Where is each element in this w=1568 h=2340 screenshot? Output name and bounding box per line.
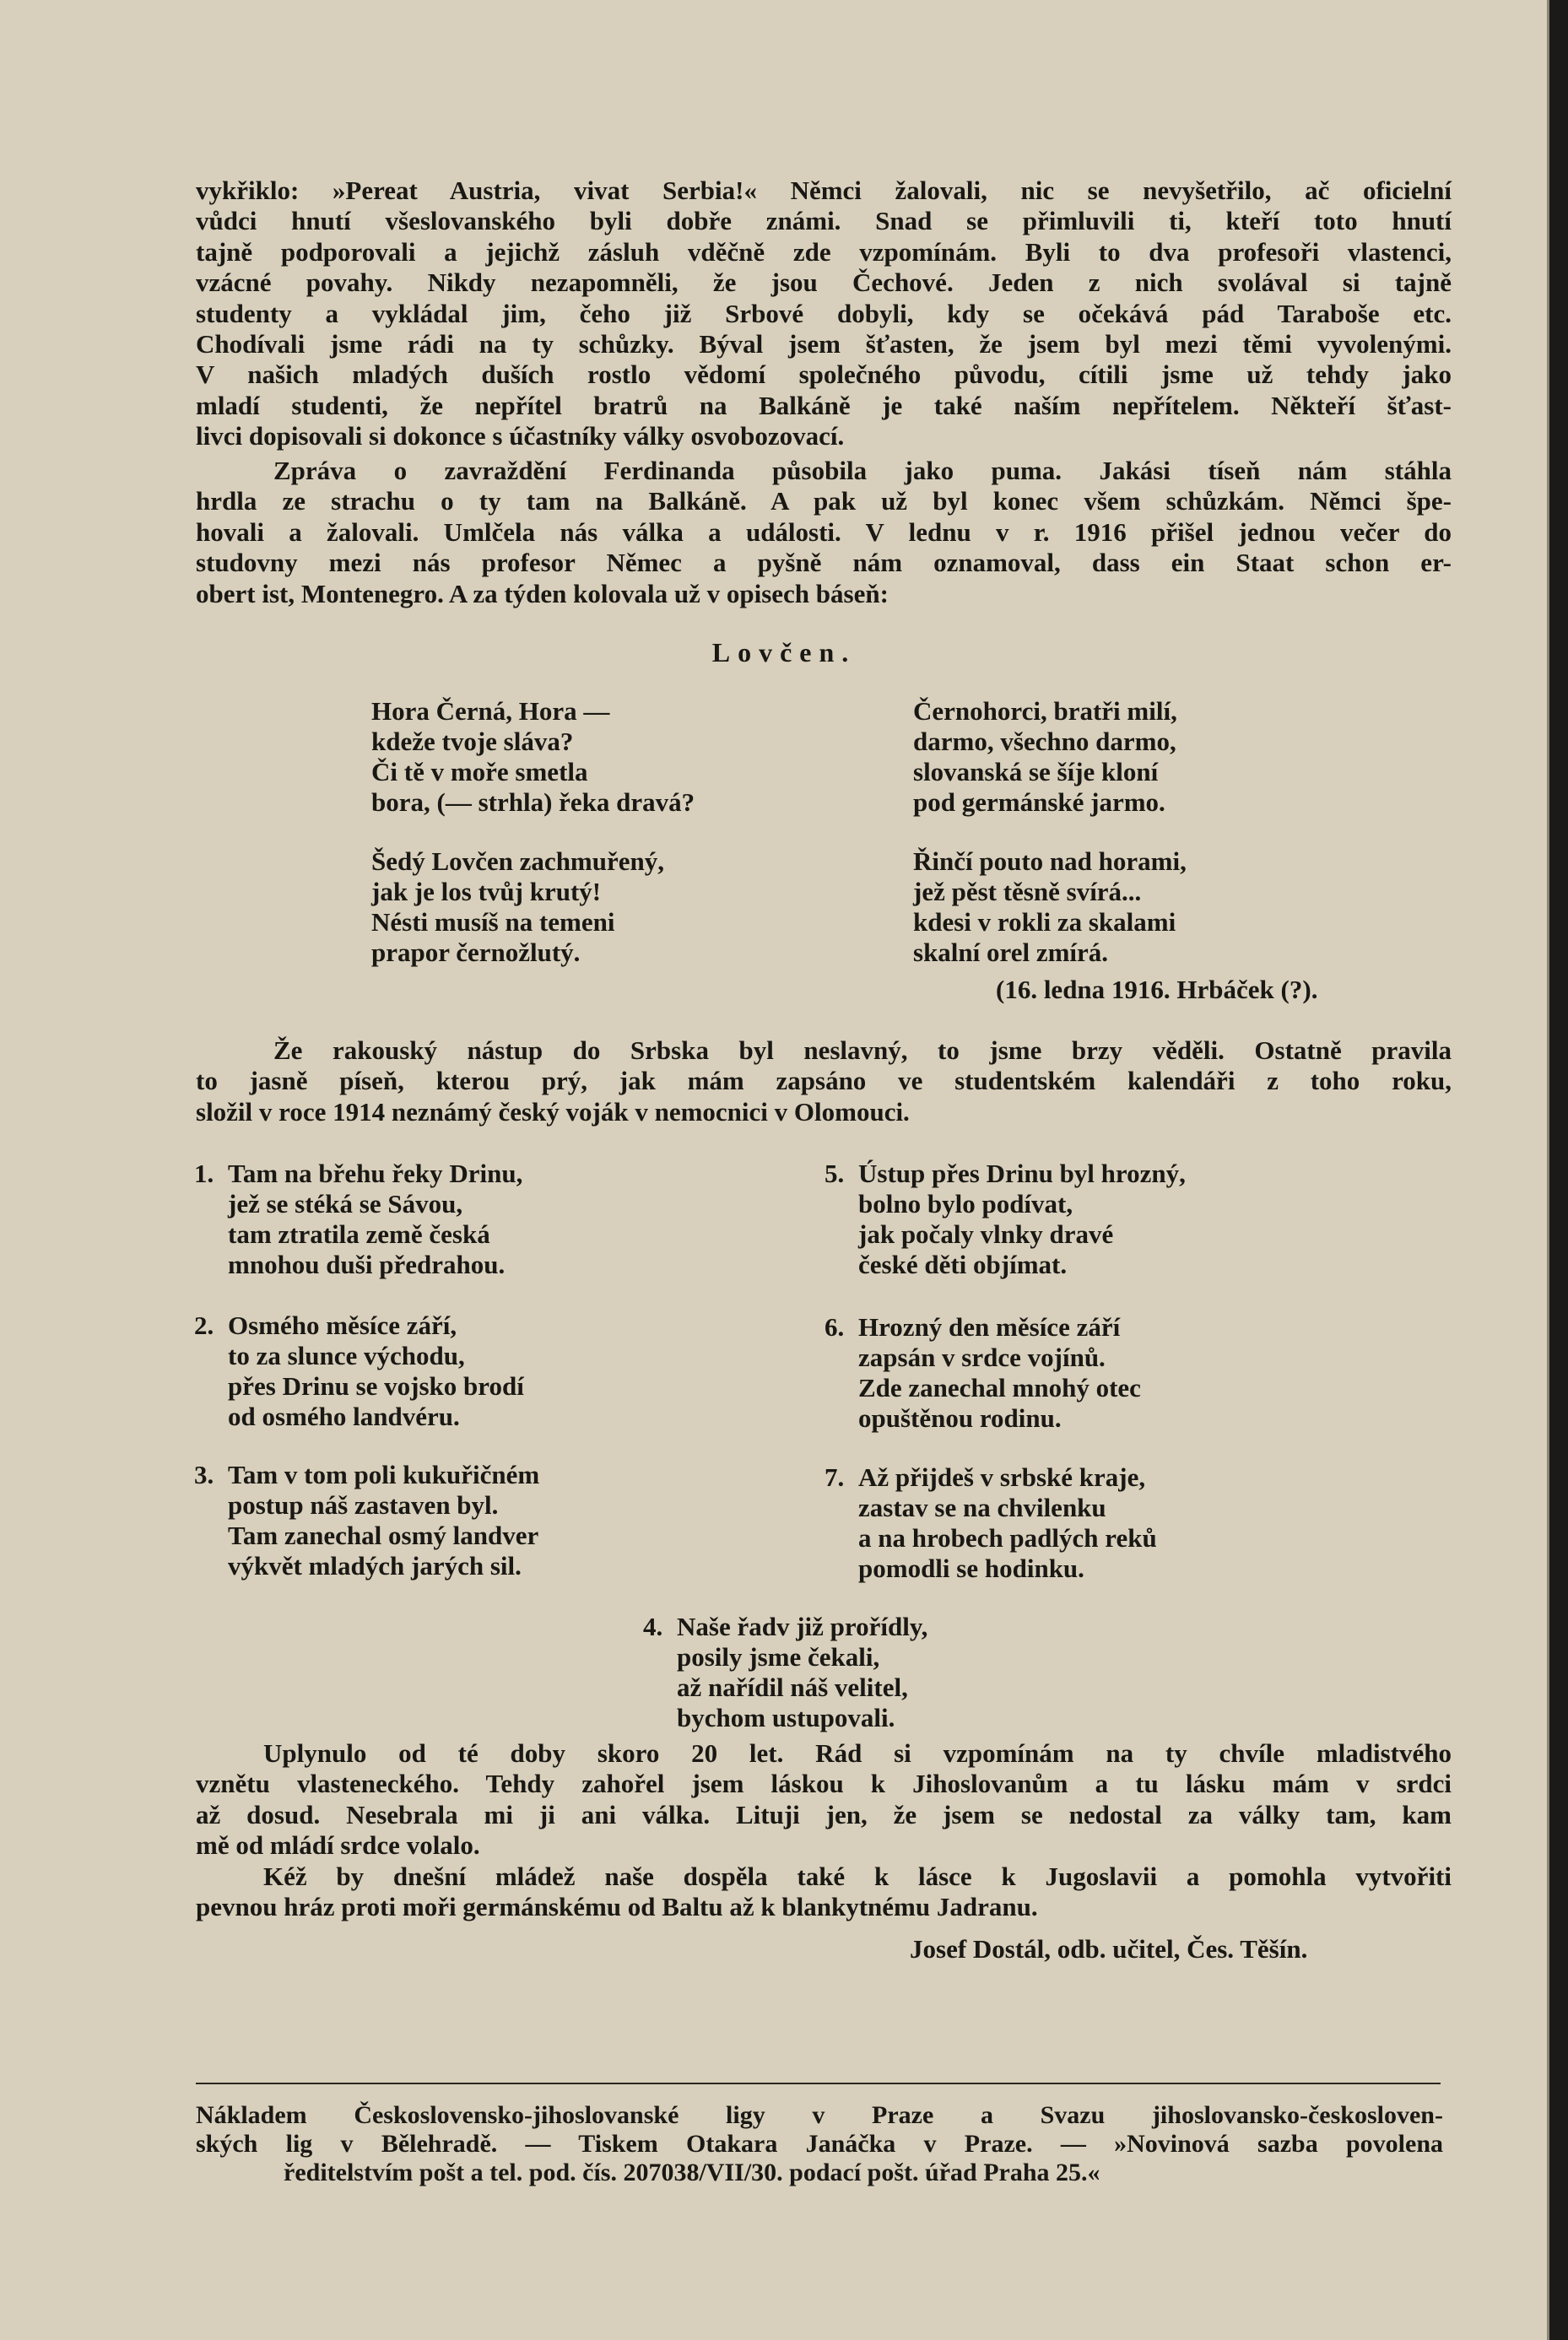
- song-verse: [194, 1159, 523, 1280]
- poem-line: kdesi v rokli za skalami: [913, 907, 1176, 937]
- poem-line: skalní orel zmírá.: [913, 938, 1109, 967]
- song-verse: [194, 1311, 524, 1432]
- verse-line: Naše řadv již prořídly,: [677, 1612, 928, 1641]
- wish-line: Kéž by dnešní mládež naše dospěla také k lásce k Jugoslavii a pomohla vytvořiti: [263, 1862, 1452, 1891]
- third-line: Že rakouský nástup do Srbska byl neslavný, to jsme brzy věděli. Ostatně pravila: [273, 1035, 1452, 1065]
- poem-line: pod germánské jarmo.: [913, 787, 1165, 817]
- verse-line: posily jsme čekali,: [677, 1642, 880, 1672]
- wish-paragraph: [196, 1862, 1452, 1923]
- verse-line: opuštěnou rodinu.: [858, 1403, 1062, 1433]
- poem-stanza: [913, 696, 1177, 818]
- scan-edge-strip: [1549, 0, 1568, 2340]
- second-line: hrdla ze strachu o ty tam na Balkáně. A pak už byl konec všem schůzkám. Němci špe-: [196, 486, 1452, 516]
- poem-line: Nésti musíš na temeni: [371, 907, 615, 937]
- closing-paragraph: [196, 1738, 1452, 1862]
- footer-line: ředitelstvím pošt a tel. pod. čís. 207038/VII/30. podací pošt. úřad Praha 25.«: [284, 2159, 1100, 2186]
- verse-number: 1.: [194, 1159, 214, 1188]
- verse-line: jež se stéká se Sávou,: [228, 1189, 463, 1219]
- poem-line: prapor černožlutý.: [371, 938, 581, 967]
- verse-line: Hrozný den měsíce září: [858, 1312, 1121, 1342]
- poem-date: (16. ledna 1916. Hrbáček (?).: [996, 975, 1318, 1004]
- song-verse: [825, 1159, 1186, 1280]
- poem-line: bora, (— strhla) řeka dravá?: [371, 787, 695, 817]
- verse-line: až nařídil náš velitel,: [677, 1673, 908, 1702]
- verse-line: Zde zanechal mnohý otec: [858, 1373, 1141, 1402]
- verse-line: zastav se na chvilenku: [858, 1493, 1106, 1522]
- verse-line: od osmého landvéru.: [228, 1402, 460, 1431]
- intro-line: vykřiklo: »Pereat Austria, vivat Serbia!« Němci žalovali, nic se nevyšetřilo, ač oficielní: [196, 176, 1452, 205]
- wish-line: pevnou hráz proti moři germánskému od Baltu až k blankytnému Jadranu.: [196, 1892, 1038, 1922]
- song-verse: [825, 1462, 1157, 1584]
- poem-line: kdeže tvoje sláva?: [371, 727, 574, 756]
- verse-line: bolno bylo podívat,: [858, 1189, 1073, 1219]
- poem-line: jež pěst těsně svírá...: [913, 877, 1142, 906]
- imprint-footer: [196, 2101, 1443, 2187]
- poem-title: Lovčen.: [711, 637, 857, 667]
- verse-line: české děti objímat.: [858, 1250, 1068, 1279]
- poem-line: Či tě v moře smetla: [371, 757, 588, 786]
- second-line: hovali a žalovali. Umlčela nás válka a události. V lednu v r. 1916 přišel jednou večer do: [196, 516, 1452, 547]
- verse-line: Tam zanechal osmý landver: [228, 1521, 539, 1550]
- intro-line: mladí studenti, že nepřítel bratrů na Balkáně je také naším nepřítelem. Někteří šťast-: [196, 390, 1452, 420]
- verse-number: 6.: [825, 1312, 845, 1342]
- verse-line: Až přijdeš v srbské kraje,: [858, 1462, 1146, 1492]
- second-line: Zpráva o zavraždění Ferdinanda působila jako puma. Jakási tíseň nám stáhla: [273, 456, 1452, 485]
- verse-line: to za slunce východu,: [228, 1341, 465, 1370]
- verse-line: a na hrobech padlých reků: [858, 1523, 1157, 1553]
- second-line: obert ist, Montenegro. A za týden kolovala už v opisech báseň:: [196, 578, 889, 608]
- poem-stanza: [371, 846, 664, 968]
- closing-line: Uplynulo od té doby skoro 20 let. Rád si vzpomínám na ty chvíle mladistvého: [263, 1738, 1452, 1768]
- intro-line: V našich mladých duších rostlo vědomí společného původu, cítili jsme už tehdy jako: [196, 359, 1452, 390]
- poem-line: jak je los tvůj krutý!: [371, 877, 602, 906]
- poem-line: slovanská se šíje kloní: [913, 757, 1159, 786]
- third-line: to jasně píseň, kterou prý, jak mám zapsáno ve studentském kalendáři z toho roku,: [196, 1066, 1452, 1096]
- verse-line: pomodli se hodinku.: [858, 1554, 1084, 1583]
- verse-line: zapsán v srdce vojínů.: [858, 1343, 1106, 1372]
- verse-line: Tam na břehu řeky Drinu,: [228, 1159, 523, 1188]
- verse-line: Ústup přes Drinu byl hrozný,: [858, 1159, 1186, 1188]
- footer-line: ských lig v Bělehradě. — Tiskem Otakara Janáčka v Praze. — »Novinová sazba povolena: [196, 2130, 1443, 2158]
- verse-number: 7.: [825, 1462, 845, 1492]
- poem-line: darmo, všechno darmo,: [913, 727, 1176, 756]
- poem-line: Řinčí pouto nad horami,: [913, 846, 1187, 876]
- verse-number: 5.: [825, 1159, 845, 1188]
- second-line: studovny mezi nás profesor Němec a pyšně nám oznamoval, dass ein Staat schon er-: [196, 548, 1452, 578]
- verse-line: Osmého měsíce září,: [228, 1311, 457, 1340]
- verse-line: tam ztratila země česká: [228, 1219, 490, 1249]
- closing-line: mě od mládí srdce volalo.: [196, 1830, 480, 1861]
- intro-line: Chodívali jsme rádi na ty schůzky. Býval jsem šťasten, že jsem byl mezi těmi vyvolenými.: [196, 329, 1452, 359]
- poem-line: Šedý Lovčen zachmuřený,: [371, 846, 665, 876]
- poem-stanza: [371, 696, 695, 818]
- footer-divider: [196, 2083, 1441, 2084]
- intro-line: livci dopisovali si dokonce s účastníky války osvobozovací.: [196, 421, 845, 451]
- third-line: složil v roce 1914 neznámý český voják v nemocnici v Olomouci.: [196, 1096, 910, 1127]
- second-paragraph: [196, 456, 1452, 609]
- verse-line: Tam v tom poli kukuřičném: [228, 1460, 540, 1489]
- song-verse: [825, 1312, 1141, 1434]
- verse-line: bychom ustupovali.: [677, 1703, 895, 1732]
- verse-number: 3.: [194, 1460, 214, 1489]
- intro-line: vzácné povahy. Nikdy nezapomněli, že jsou Čechové. Jeden z nich svolával si tajně: [196, 268, 1452, 298]
- verse-line: postup náš zastaven byl.: [228, 1490, 499, 1520]
- closing-line: až dosud. Nesebrala mi ji ani válka. Lituji jen, že jsem se nedostal za války tam, kam: [196, 1799, 1452, 1829]
- closing-line: vznětu vlasteneckého. Tehdy zahořel jsem láskou k Jihoslovanům a tu lásku mám v srdci: [196, 1769, 1452, 1799]
- footer-line: Nákladem Československo-jihoslovanské ligy v Praze a Svazu jihoslovansko-českosloven-: [196, 2101, 1443, 2129]
- song-verse: [643, 1612, 928, 1733]
- verse-line: jak počaly vlnky dravé: [858, 1219, 1114, 1249]
- verse-line: výkvět mladých jarých sil.: [228, 1551, 522, 1581]
- intro-line: studenty a vykládal jim, čeho již Srbové dobyli, kdy se očekává pád Taraboše etc.: [196, 298, 1452, 328]
- song-verse: [194, 1460, 540, 1581]
- intro-line: vůdci hnutí všeslovanského byli dobře známi. Snad se přimluvili ti, kteří toto hnutí: [196, 206, 1452, 236]
- poem-line: Hora Černá, Hora —: [371, 696, 610, 726]
- intro-paragraph: [196, 176, 1452, 452]
- verse-number: 4.: [643, 1612, 663, 1641]
- poem-line: Černohorci, bratři milí,: [913, 696, 1177, 726]
- poem-stanza: [913, 846, 1187, 968]
- verse-number: 2.: [194, 1311, 214, 1340]
- verse-line: přes Drinu se vojsko brodí: [228, 1371, 524, 1401]
- third-paragraph: [196, 1035, 1452, 1127]
- verse-line: mnohou duši předrahou.: [228, 1250, 506, 1279]
- intro-line: tajně podporovali a jejichž zásluh vděčně zde vzpomínám. Byli to dva profesoři vlastenci,: [196, 236, 1452, 267]
- author-signature: Josef Dostál, odb. učitel, Čes. Těšín.: [910, 1934, 1308, 1964]
